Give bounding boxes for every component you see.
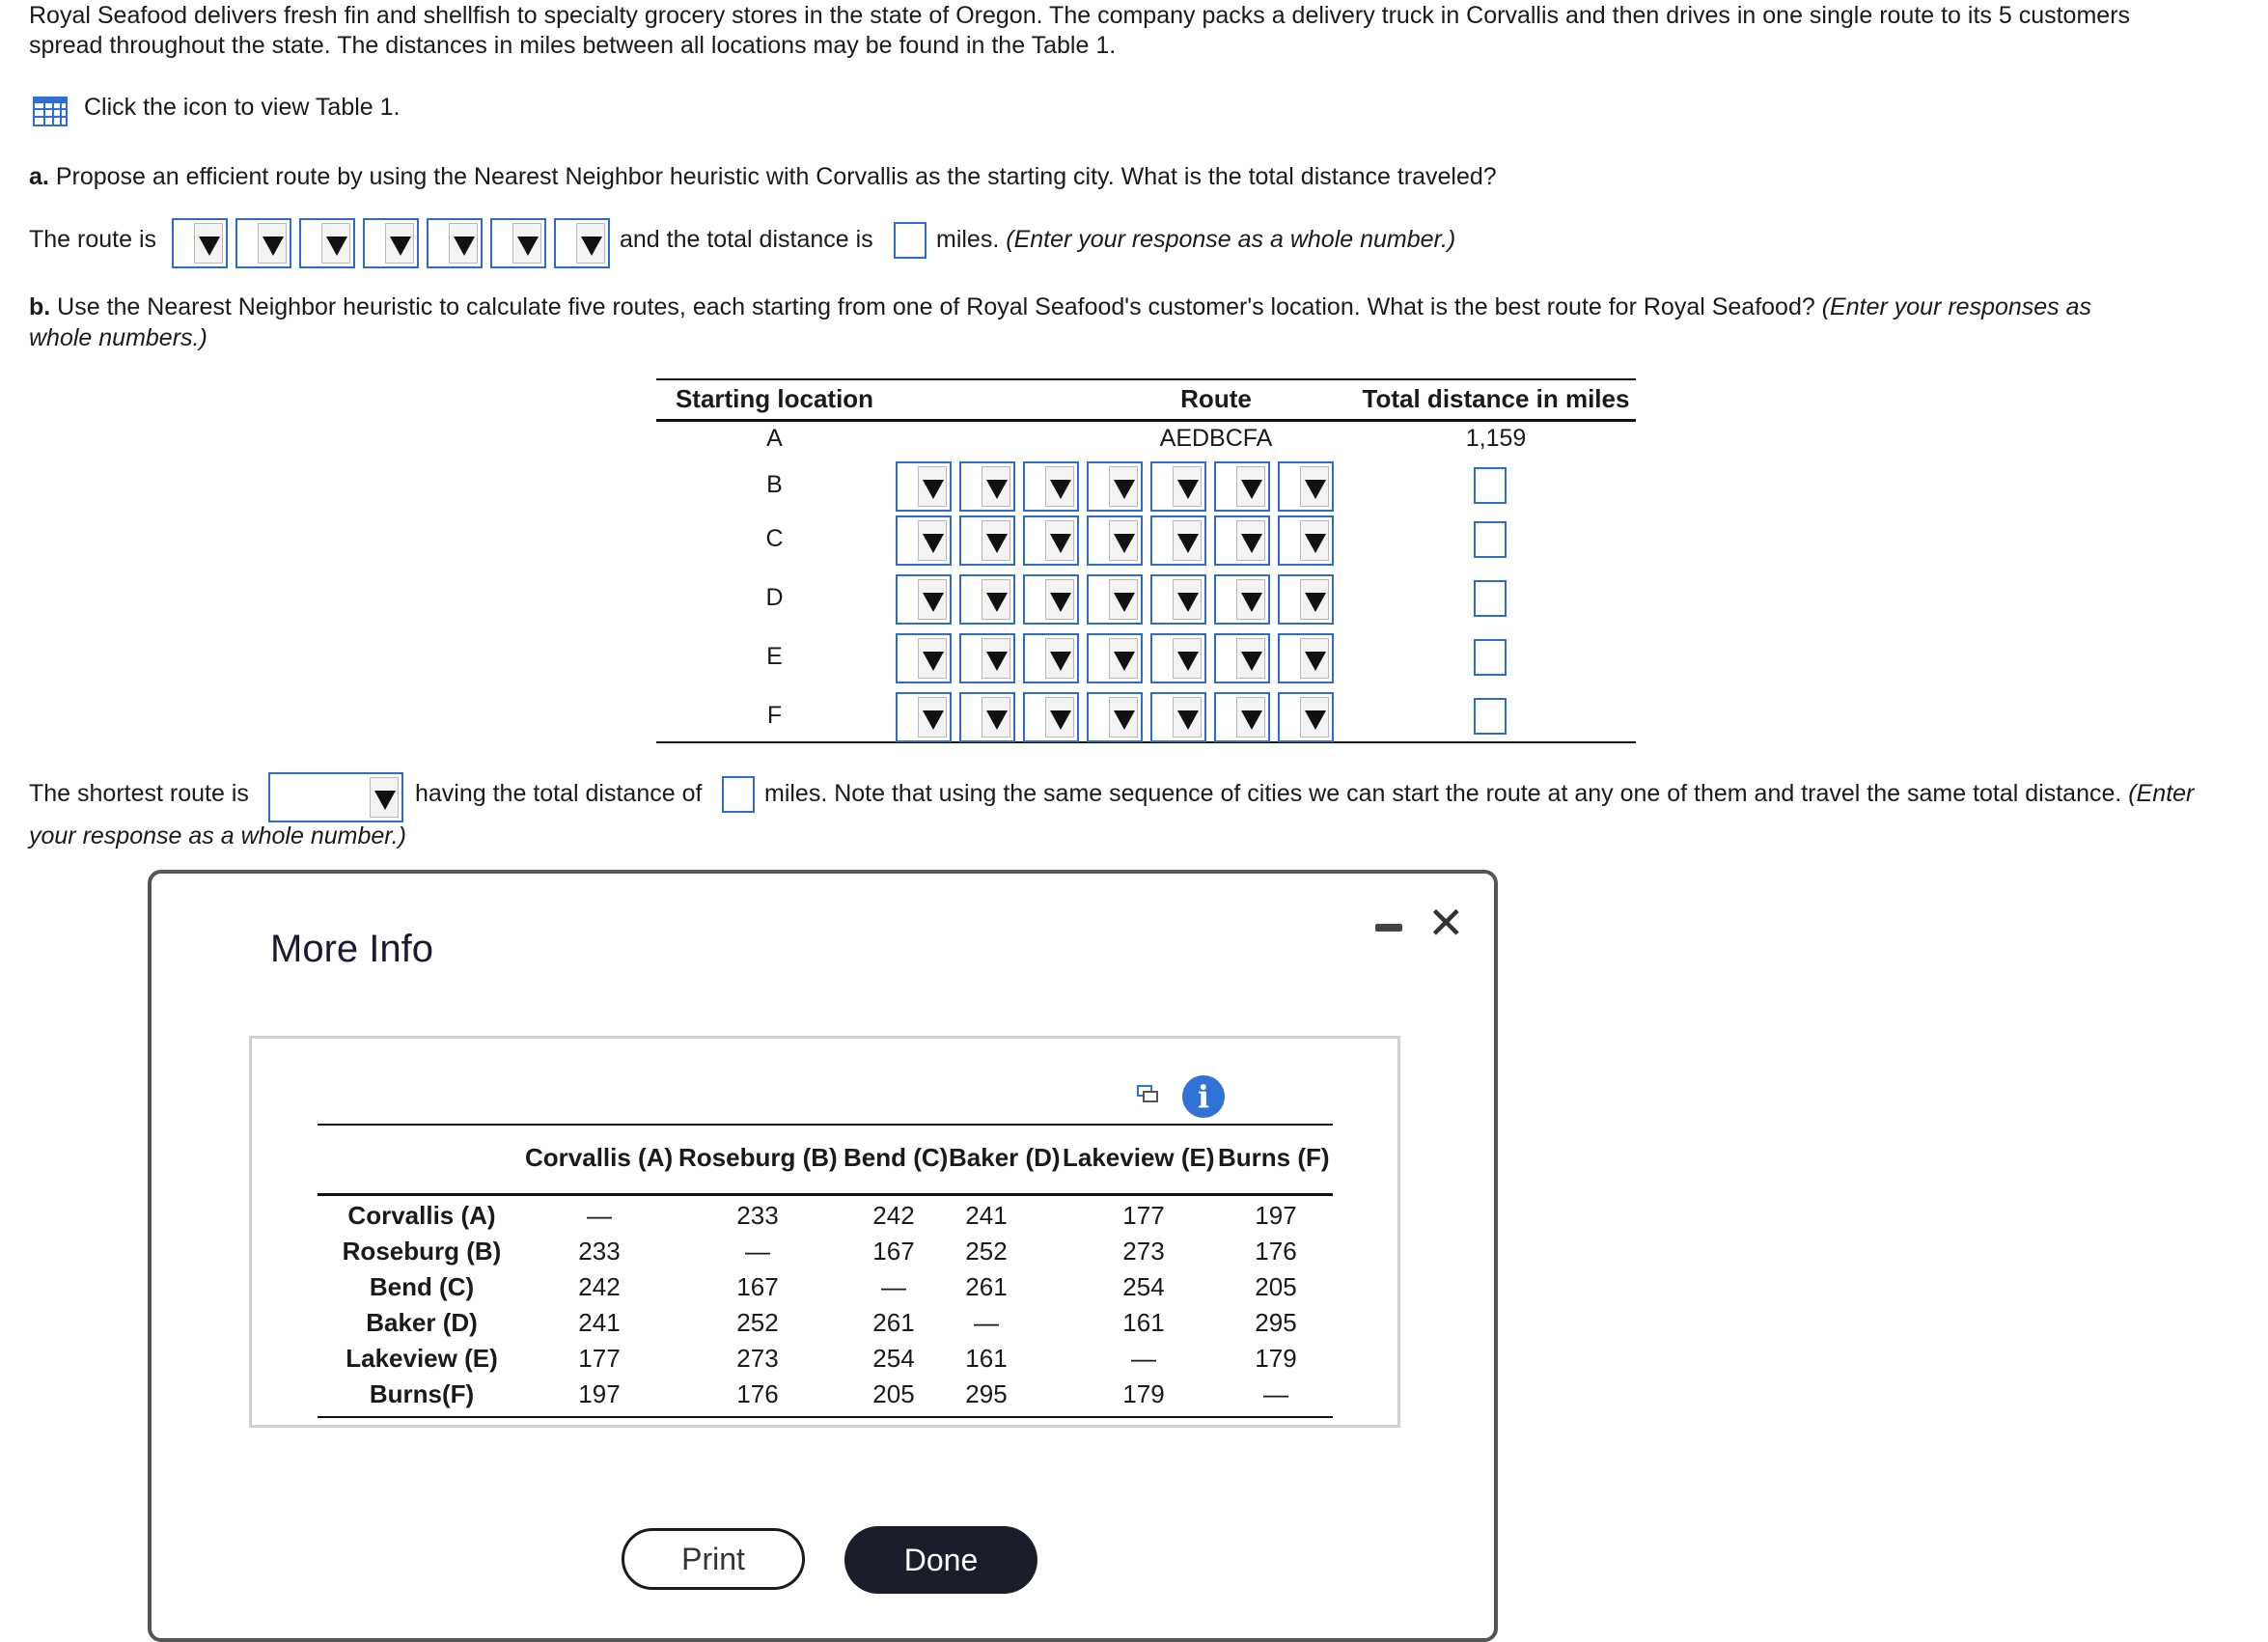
route-E-stop-4-dropdown[interactable] [1087,633,1143,683]
route-E-stop-3-dropdown[interactable] [1023,633,1079,683]
distance-cell: — [745,1237,770,1266]
distance-cell: 167 [872,1237,915,1266]
route-E-stop-5-dropdown[interactable] [1150,633,1206,683]
route-C-stop-6-dropdown[interactable] [1214,515,1270,566]
route-stop-dropdown-6[interactable] [490,218,546,268]
dialog-title: More Info [270,928,433,970]
distance-cell: 179 [1255,1344,1297,1373]
route-D-stop-5-dropdown[interactable] [1150,574,1206,625]
column-header: Burns (F) [1218,1143,1330,1172]
distance-cell: — [881,1272,906,1301]
route-B-stop-7-dropdown[interactable] [1278,461,1334,512]
chevron-down-icon [986,534,1008,553]
route-F-stop-5-dropdown[interactable] [1150,692,1206,742]
given-row-distance: 1,159 [1465,425,1527,452]
route-C-distance-input[interactable] [1474,521,1507,558]
start-location-B: B [766,471,783,498]
part-b-note: whole numbers.) [29,324,207,351]
header-route: Route [1180,384,1252,413]
route-stop-dropdown-5[interactable] [427,218,483,268]
chevron-down-icon [1114,710,1135,730]
chevron-down-icon [454,237,475,256]
distance-cell: 205 [1255,1272,1297,1301]
chevron-down-icon [1305,593,1326,612]
route-D-stop-4-dropdown[interactable] [1087,574,1143,625]
chevron-down-icon [1177,652,1199,671]
route-stop-dropdown-1[interactable] [172,218,228,268]
chevron-down-icon [390,237,411,256]
start-location-C: C [765,525,784,552]
route-E-stop-1-dropdown[interactable] [896,633,952,683]
route-suffix: miles. (Enter your response as a whole number.) [936,226,1456,253]
chevron-down-icon [1305,710,1326,730]
shortest-mid: having the total distance of [415,780,703,807]
chevron-down-icon [1241,480,1262,499]
distance-cell: 233 [736,1201,779,1230]
chevron-down-icon [517,237,539,256]
shortest-distance-input[interactable] [722,776,755,813]
chevron-down-icon [1177,534,1199,553]
chevron-down-icon [923,710,944,730]
chevron-down-icon [326,237,347,256]
distance-table [318,1039,1333,1425]
chevron-down-icon [986,480,1008,499]
start-location-F: F [766,702,783,729]
info-icon[interactable]: i [1182,1075,1225,1118]
row-header: Bend (C) [369,1272,475,1301]
route-B-stop-6-dropdown[interactable] [1214,461,1270,512]
close-icon[interactable]: ✕ [1427,898,1465,948]
chevron-down-icon [199,237,220,256]
route-B-stop-1-dropdown[interactable] [896,461,952,512]
chevron-down-icon [1114,593,1135,612]
row-header: Burns(F) [369,1379,475,1408]
distance-cell: 179 [1122,1379,1165,1408]
route-F-stop-3-dropdown[interactable] [1023,692,1079,742]
chevron-down-icon [1305,480,1326,499]
shortest-route-dropdown[interactable] [268,772,403,822]
route-D-stop-3-dropdown[interactable] [1023,574,1079,625]
part-a-question: a. Propose an efficient route by using the Nearest Neighbor heuristic with Corvallis as the starting city. What is the total distance traveled? [29,163,1497,190]
intro-line-1: Royal Seafood delivers fresh fin and shellfish to specialty grocery stores in the state of Oregon. The company packs a delivery truck in Corvallis and then drives in one single route to its 5 customers [29,2,2131,29]
chevron-down-icon [923,652,944,671]
route-B-stop-4-dropdown[interactable] [1087,461,1143,512]
chevron-down-icon [1114,534,1135,553]
chevron-down-icon [1177,593,1199,612]
chevron-down-icon [1177,710,1199,730]
part-b-question: b. Use the Nearest Neighbor heuristic to calculate five routes, each starting from one of Royal Seafood's customer's location. What is the best route for Royal Seafood? (Enter your responses as [29,293,2092,320]
distance-cell: 241 [578,1308,621,1337]
route-D-distance-input[interactable] [1474,580,1507,617]
chevron-down-icon [986,593,1008,612]
route-prefix: The route is [29,226,157,253]
distance-cell: 252 [736,1308,779,1337]
chevron-down-icon [1050,593,1071,612]
route-C-stop-2-dropdown[interactable] [959,515,1015,566]
chevron-down-icon [1241,593,1262,612]
distance-cell: 176 [1255,1237,1297,1266]
table-link-label[interactable]: Click the icon to view Table 1. [84,94,401,121]
route-F-stop-7-dropdown[interactable] [1278,692,1334,742]
chevron-down-icon [986,652,1008,671]
route-B-stop-2-dropdown[interactable] [959,461,1015,512]
distance-cell: 261 [872,1308,915,1337]
distance-cell: 295 [965,1379,1008,1408]
distance-cell: 233 [578,1237,621,1266]
shortest-suffix: miles. Note that using the same sequence of cities we can start the route at any one of them and travel the same total distance. (Enter [764,780,2195,807]
start-location-D: D [765,584,784,611]
distance-cell: 242 [872,1201,915,1230]
distance-cell: 205 [872,1379,915,1408]
total-distance-input[interactable] [894,222,927,259]
minimize-icon[interactable] [1375,924,1402,932]
intro-line-2: spread throughout the state. The distances in miles between all locations may be found in the Table 1. [29,32,1117,59]
row-header: Corvallis (A) [347,1201,496,1230]
chevron-down-icon [1305,652,1326,671]
route-D-stop-1-dropdown[interactable] [896,574,952,625]
chevron-down-icon [1241,652,1262,671]
distance-cell: — [1131,1344,1156,1373]
header-starting-location: Starting location [675,384,874,413]
chevron-down-icon [1241,534,1262,553]
route-C-stop-1-dropdown[interactable] [896,515,952,566]
route-E-stop-7-dropdown[interactable] [1278,633,1334,683]
route-F-stop-1-dropdown[interactable] [896,692,952,742]
route-B-distance-input[interactable] [1474,467,1507,504]
chevron-down-icon [1050,710,1071,730]
route-F-stop-2-dropdown[interactable] [959,692,1015,742]
distance-cell: — [974,1308,999,1337]
chevron-down-icon [1241,710,1262,730]
chevron-down-icon [1050,652,1071,671]
route-C-stop-3-dropdown[interactable] [1023,515,1079,566]
distance-cell: 295 [1255,1308,1297,1337]
row-header: Baker (D) [366,1308,478,1337]
distance-cell: — [587,1201,612,1230]
row-header: Roseburg (B) [342,1237,502,1266]
shortest-prefix: The shortest route is [29,780,249,807]
print-button[interactable]: Print [622,1528,805,1590]
column-header: Baker (D) [949,1143,1061,1172]
route-E-distance-input[interactable] [1474,639,1507,676]
route-B-stop-5-dropdown[interactable] [1150,461,1206,512]
distance-cell: 197 [1255,1201,1297,1230]
done-button[interactable]: Done [844,1526,1037,1594]
route-F-stop-6-dropdown[interactable] [1214,692,1270,742]
distance-cell: 177 [1122,1201,1165,1230]
column-header: Lakeview (E) [1063,1143,1215,1172]
distance-cell: 273 [1122,1237,1165,1266]
start-location-E: E [766,643,783,670]
route-D-stop-2-dropdown[interactable] [959,574,1015,625]
distance-cell: 241 [965,1201,1008,1230]
chevron-down-icon [263,237,284,256]
route-C-stop-4-dropdown[interactable] [1087,515,1143,566]
chevron-down-icon [923,534,944,553]
distance-table-panel [249,1036,1400,1428]
table-grid-icon[interactable] [33,97,68,126]
distance-cell: 254 [1122,1272,1165,1301]
distance-cell: — [1263,1379,1288,1408]
shortest-note: your response as a whole number.) [29,822,406,849]
more-info-dialog [148,870,1498,1642]
chevron-down-icon [1050,534,1071,553]
chevron-down-icon [1114,652,1135,671]
distance-cell: 273 [736,1344,779,1373]
distance-cell: 254 [872,1344,915,1373]
chevron-down-icon [581,237,602,256]
route-stop-dropdown-3[interactable] [299,218,355,268]
chevron-down-icon [1114,480,1135,499]
route-mid-text: and the total distance is [620,226,873,253]
distance-cell: 242 [578,1272,621,1301]
route-stop-dropdown-4[interactable] [363,218,419,268]
distance-cell: 252 [965,1237,1008,1266]
column-header: Bend (C) [844,1143,949,1172]
chevron-down-icon [923,480,944,499]
chevron-down-icon [374,791,396,810]
distance-cell: 161 [965,1344,1008,1373]
route-B-stop-3-dropdown[interactable] [1023,461,1079,512]
distance-cell: 161 [1122,1308,1165,1337]
route-C-stop-5-dropdown[interactable] [1150,515,1206,566]
column-header: Corvallis (A) [525,1143,674,1172]
distance-cell: 177 [578,1344,621,1373]
route-F-stop-4-dropdown[interactable] [1087,692,1143,742]
chevron-down-icon [923,593,944,612]
route-F-distance-input[interactable] [1474,698,1507,735]
given-row-start: A [766,425,783,452]
distance-cell: 176 [736,1379,779,1408]
header-total-distance: Total distance in miles [1362,384,1630,413]
row-header: Lakeview (E) [346,1344,498,1373]
given-row-route: AEDBCFA [1159,425,1273,452]
distance-cell: 197 [578,1379,621,1408]
route-D-stop-7-dropdown[interactable] [1278,574,1334,625]
route-D-stop-6-dropdown[interactable] [1214,574,1270,625]
route-E-stop-6-dropdown[interactable] [1214,633,1270,683]
route-stop-dropdown-2[interactable] [235,218,291,268]
chevron-down-icon [1050,480,1071,499]
route-stop-dropdown-7[interactable] [554,218,610,268]
distance-cell: 167 [736,1272,779,1301]
chevron-down-icon [986,710,1008,730]
route-C-stop-7-dropdown[interactable] [1278,515,1334,566]
chevron-down-icon [1177,480,1199,499]
chevron-down-icon [1305,534,1326,553]
column-header: Roseburg (B) [678,1143,838,1172]
route-E-stop-2-dropdown[interactable] [959,633,1015,683]
distance-cell: 261 [965,1272,1008,1301]
